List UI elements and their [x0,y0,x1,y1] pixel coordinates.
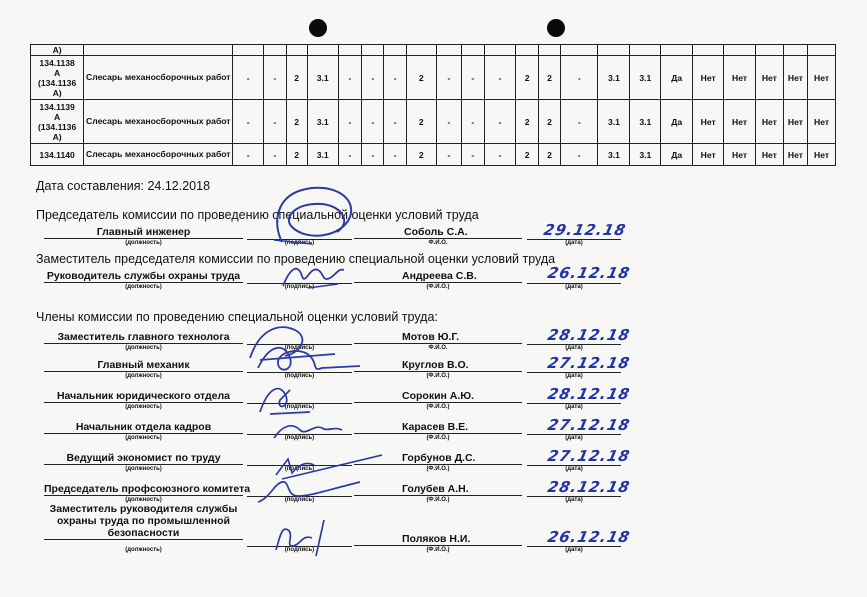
member-position: Заместитель руководителя службы охраны труда по промышленной безопасности [44,503,243,540]
table-cell: Нет [783,100,807,144]
member-name: Голубев А.Н. [354,483,522,496]
code-line: 134.1138 [39,57,75,68]
table-cell: - [462,100,484,144]
table-cell: Нет [693,100,724,144]
table-cell: - [436,144,462,166]
table-cell: Нет [756,144,784,166]
member-position: Ведущий экономист по труду [44,452,243,465]
deputy-position: Руководитель службы охраны труда [44,270,243,283]
table-cell: - [338,56,361,100]
table-cell: 2 [286,144,307,166]
member-position: Начальник юридического отдела [44,390,243,403]
table-cell: 3.1 [630,56,661,100]
member-date: 27.12.18 [546,354,632,372]
table-cell: - [233,100,264,144]
member-name: Мотов Ю.Г. [354,331,522,344]
table-cell: - [338,144,361,166]
deputy-name: Андреева С.В. [354,270,522,283]
table-cell-job-title: Слесарь механосборочных работ [84,144,233,166]
member-name: Карасев В.Е. [354,421,522,434]
code-line: А [54,67,61,78]
table-cell: Нет [693,56,724,100]
member-position: Начальник отдела кадров [44,421,243,434]
deputy-heading: Заместитель председателя комиссии по проведению специальной оценки условий труда [36,252,556,266]
table-cell: 3.1 [307,100,338,144]
position-caption: (должность) [125,345,162,351]
signature-caption: (подпись) [284,435,315,441]
table-cell: - [362,144,384,166]
position-caption: (должность) [125,547,162,553]
table-cell: 3.1 [598,100,630,144]
code-line: А) [52,87,62,98]
signature-caption: (подпись) [284,497,315,503]
table-cell: - [561,100,598,144]
member-position: Главный механик [44,359,243,372]
member-date: 27.12.18 [546,416,632,434]
position-caption: (должность) [125,466,162,472]
table-cell: - [264,100,286,144]
table-cell: 2 [406,56,436,100]
date-caption: (дата) [565,404,583,410]
date-caption: (дата) [565,373,583,379]
table-cell: - [561,144,598,166]
table-cell: - [233,56,264,100]
member-name: Горбунов Д.С. [354,452,522,465]
code-line: А [54,111,61,122]
member-date: 26.12.18 [546,528,632,546]
code-line: 134.1140 [39,149,75,160]
table-cell: - [384,56,406,100]
table-cell-code [31,100,84,144]
member-position: Председатель профсоюзного комитета [44,483,251,495]
table-cell: Нет [756,100,784,144]
table-cell: - [264,144,286,166]
member-date: 28.12.18 [546,478,632,496]
table-cell: - [462,144,484,166]
table-cell-job-title: Слесарь механосборочных работ [84,56,233,100]
table-cell: 2 [406,144,436,166]
code-line: А) [52,131,62,142]
signature-caption: (подпись) [284,284,315,290]
chairman-name: Соболь С.А. [354,226,522,239]
table-cell: 3.1 [630,144,661,166]
table-cell: Да [661,100,693,144]
table-row-top [31,45,836,56]
table-cell: 2 [538,144,560,166]
table-cell: - [561,56,598,100]
assessment-table [30,44,836,166]
chairman-date: 29.12.18 [542,221,628,239]
table-cell: Нет [724,144,756,166]
table-cell: Нет [808,56,836,100]
signature-caption: (подпись) [284,345,315,351]
date-caption: (дата) [565,240,583,246]
member-date: 27.12.18 [546,447,632,465]
table-cell-code [31,144,84,166]
date-caption: (дата) [565,345,583,351]
table-cell: Нет [756,56,784,100]
table-cell: Нет [808,144,836,166]
table-cell: - [264,56,286,100]
fio-caption: (Ф.И.О.) [426,466,450,472]
table-cell: Нет [808,100,836,144]
table-cell: Нет [783,56,807,100]
table-cell: - [484,56,516,100]
fio-caption: (Ф.И.О.) [426,404,450,410]
table-cell: Нет [783,144,807,166]
table-cell: - [462,56,484,100]
table-cell: Нет [724,56,756,100]
fio-caption: (Ф.И.О.) [426,284,450,290]
table-cell: 3.1 [630,100,661,144]
table-cell: - [362,100,384,144]
table-cell: 3.1 [307,56,338,100]
signature-caption: (подпись) [284,547,315,553]
fio-caption: (Ф.И.О.) [426,373,450,379]
code-line: (134.1136 [38,121,77,132]
table-cell: Нет [693,144,724,166]
table-cell: 2 [406,100,436,144]
position-caption: (должность) [125,373,162,379]
fio-caption: (Ф.И.О.) [426,497,450,503]
signature-caption: (подпись) [284,466,315,472]
member-name: Поляков Н.И. [354,533,522,546]
table-cell: - [384,144,406,166]
table-cell: Нет [724,100,756,144]
position-caption: (должность) [125,497,162,503]
member-date: 28.12.18 [546,326,632,344]
table-cell: - [484,100,516,144]
member-signature [250,470,380,516]
signature-caption: (подпись) [284,240,315,246]
table-row [31,56,836,100]
table-cell: - [384,100,406,144]
members-heading: Члены комиссии по проведению специальной оценки условий труда: [36,310,438,324]
punch-hole-right [547,19,565,37]
fio-caption: (Ф.И.О.) [426,547,450,553]
table-cell: 2 [286,100,307,144]
table-cell: 2 [538,100,560,144]
position-caption: (должность) [125,435,162,441]
date-caption: (дата) [565,435,583,441]
table-cell: - [436,56,462,100]
date-caption: (дата) [565,466,583,472]
fio-caption: Ф.И.О. [428,345,448,351]
position-caption: (должность) [125,240,162,246]
punch-hole-left [309,19,327,37]
deputy-signature [278,258,348,292]
signature-caption: (подпись) [284,404,315,410]
table-cell: - [233,144,264,166]
deputy-date: 26.12.18 [546,264,632,282]
table-cell: - [484,144,516,166]
table-cell: 2 [538,56,560,100]
table-cell: - [436,100,462,144]
member-name: Сорокин А.Ю. [354,390,522,403]
table-cell-code [31,56,84,100]
table-cell: - [362,56,384,100]
table-cell: 2 [286,56,307,100]
signature-caption: (подпись) [284,373,315,379]
fio-caption: (Ф.И.О.) [426,435,450,441]
position-caption: (должность) [125,404,162,410]
table-cell: 2 [516,144,538,166]
table-cell: 2 [516,56,538,100]
code-line: (134.1136 [38,77,77,88]
fio-caption: Ф.И.О. [428,240,448,246]
table-row [31,144,836,166]
table-cell: 3.1 [598,56,630,100]
table-cell-job-title: Слесарь механосборочных работ [84,100,233,144]
chairman-heading: Председатель комиссии по проведению специальной оценки условий труда [36,208,479,222]
table-cell-top-code: А) [31,45,84,56]
table-row [31,100,836,144]
date-caption: (дата) [565,284,583,290]
member-signature [262,516,392,562]
table-cell: 2 [516,100,538,144]
chairman-signature [262,182,372,252]
table-cell: Да [661,56,693,100]
table-cell: - [338,100,361,144]
table-cell: 3.1 [598,144,630,166]
member-name: Круглов В.О. [354,359,522,372]
table-cell: Да [661,144,693,166]
member-position: Заместитель главного технолога [44,331,243,344]
member-date: 28.12.18 [546,385,632,403]
code-line: 134.1139 [39,101,75,112]
position-caption: (должность) [125,284,162,290]
chairman-position: Главный инженер [44,226,243,239]
table-cell: 3.1 [307,144,338,166]
date-caption: (дата) [565,497,583,503]
date-caption: (дата) [565,547,583,553]
compilation-date: Дата составления: 24.12.2018 [36,179,211,193]
